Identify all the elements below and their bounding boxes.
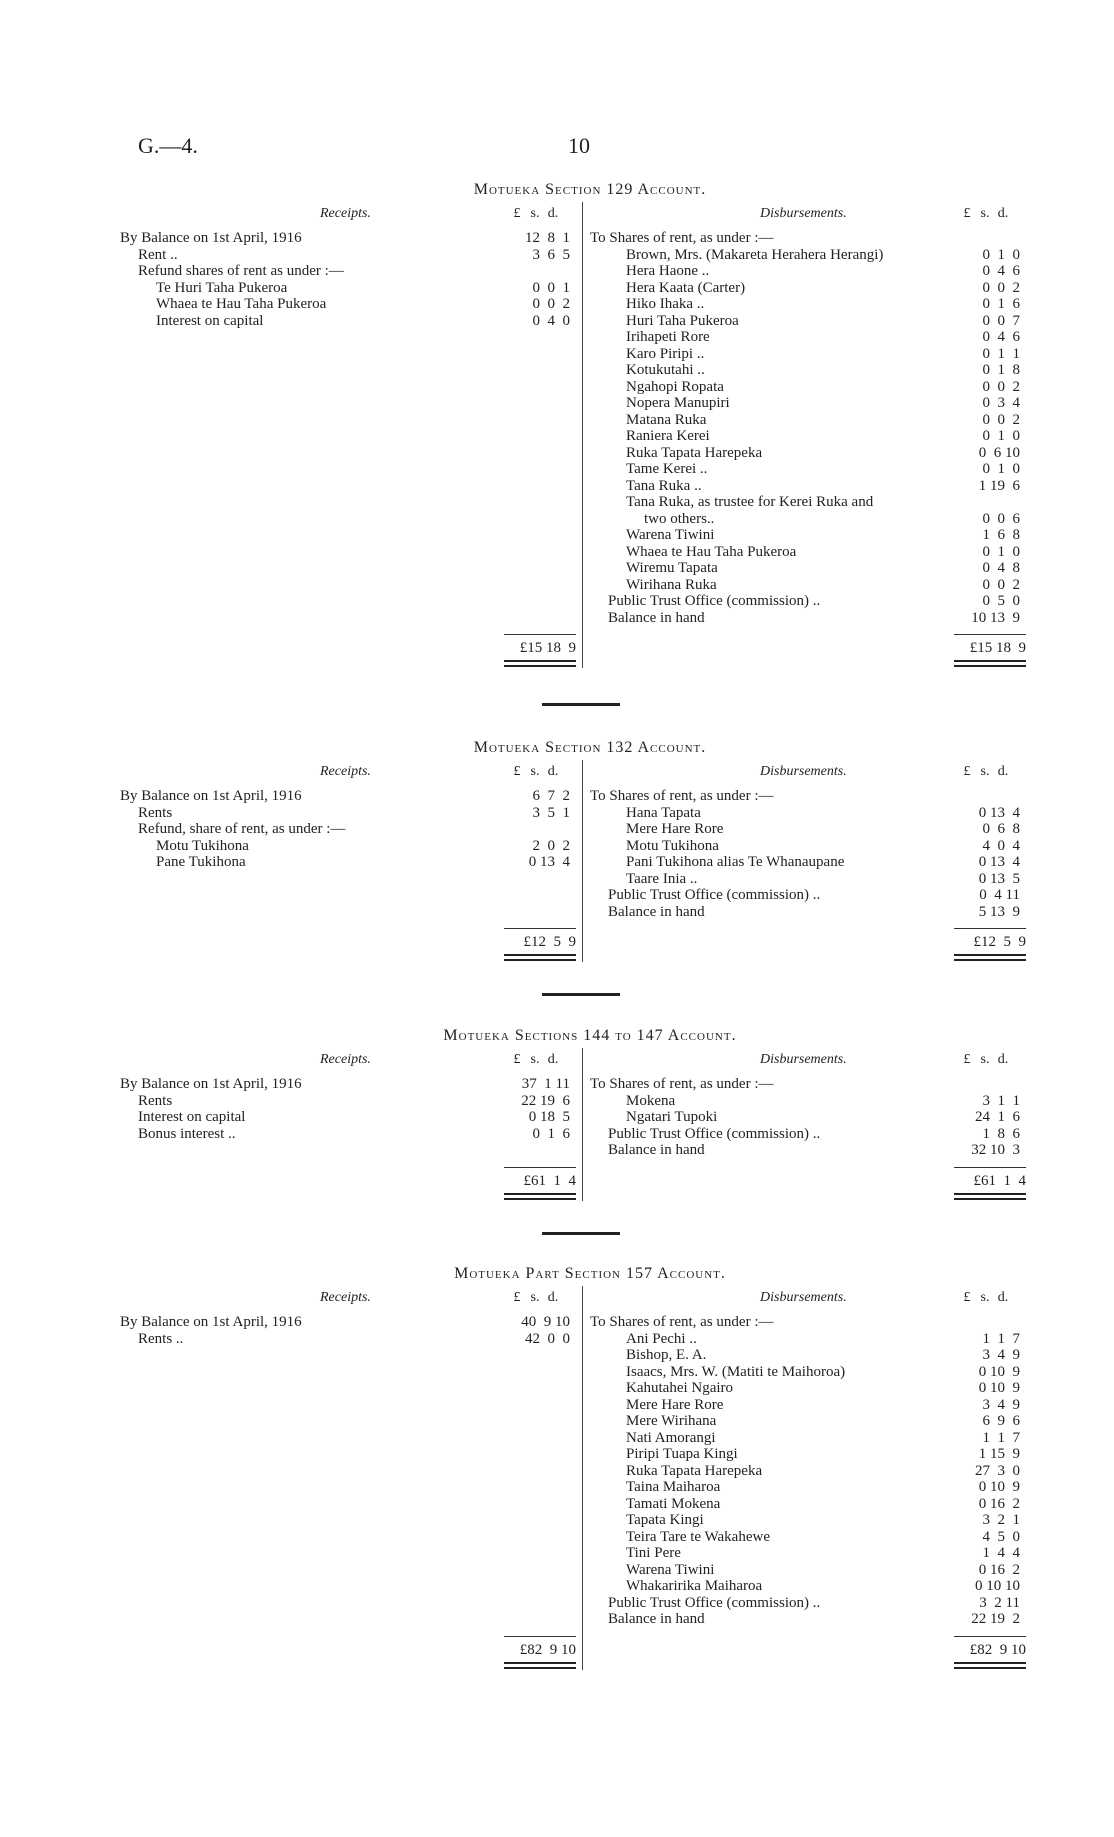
entry-label: Te Huri Taha Pukeroa xyxy=(156,279,288,296)
entry-label: Whaea te Hau Taha Pukeroa xyxy=(156,296,327,312)
entry-amount: 3 2 11 xyxy=(979,1594,1020,1611)
ledger-row xyxy=(590,296,1060,313)
receipts-total-rule xyxy=(504,1636,576,1637)
entry-label: Hera Kaata (Carter) xyxy=(626,279,746,296)
receipts-total: £82 9 10 xyxy=(519,1641,576,1658)
entry-amount: 0 13 5 xyxy=(978,870,1020,887)
ledger-row xyxy=(590,821,1060,838)
ledger-row xyxy=(120,788,575,805)
ledger-row xyxy=(590,1142,1060,1159)
entry-label: Taina Maiharoa xyxy=(626,1479,721,1495)
receipts-lsd-heading: £ s. d. xyxy=(513,206,559,221)
ledger-row xyxy=(590,610,1060,627)
entry-amount: 37 1 11 xyxy=(521,1076,570,1092)
disbursements-total: £82 9 10 xyxy=(969,1641,1026,1658)
ledger-row xyxy=(590,346,1060,363)
entry-label: Public Trust Office (commission) .. xyxy=(608,1594,821,1611)
ledger-row xyxy=(590,1562,1060,1579)
entry-label: Pani Tukihona alias Te Whanaupane xyxy=(626,854,845,870)
receipts-list xyxy=(120,1076,575,1142)
ledger-row xyxy=(590,461,1060,478)
entry-label: Mere Hare Rore xyxy=(626,1396,724,1413)
entry-label: Rents xyxy=(138,1092,173,1109)
entry-label: Nopera Manupiri xyxy=(626,395,730,411)
entry-amount: 42 0 0 xyxy=(525,1330,570,1347)
entry-label: Wirihana Ruka xyxy=(626,576,717,593)
entry-label: Ruka Tapata Harepeka xyxy=(626,1462,763,1479)
column-divider xyxy=(582,1048,583,1201)
disbursements-lsd-heading: £ s. d. xyxy=(963,1052,1009,1067)
receipts-lsd-heading: £ s. d. xyxy=(513,1290,559,1305)
ledger-row xyxy=(590,577,1060,594)
ledger-row xyxy=(590,428,1060,445)
disbursements-list xyxy=(590,788,1060,920)
ledger-row xyxy=(590,247,1060,264)
entry-label: Interest on capital xyxy=(138,1109,246,1125)
disbursements-heading: Disbursements. xyxy=(760,1052,847,1067)
entry-label: By Balance on 1st April, 1916 xyxy=(120,230,302,246)
ledger-row xyxy=(590,1380,1060,1397)
ledger-row xyxy=(590,1413,1060,1430)
entry-amount: 0 10 9 xyxy=(978,1479,1020,1495)
entry-amount: 0 1 0 xyxy=(982,246,1020,263)
entry-label: Teira Tare te Wakahewe xyxy=(626,1528,770,1545)
ledger-row xyxy=(120,854,575,871)
ledger-row xyxy=(120,1076,575,1093)
account-title: Motueka Section 129 Account. xyxy=(473,181,707,198)
entry-label: Kahutahei Ngairo xyxy=(626,1380,734,1396)
entry-label: Wiremu Tapata xyxy=(626,560,718,576)
ledger-row xyxy=(590,1430,1060,1447)
entry-label: Karo Piripi .. xyxy=(626,345,705,362)
ledger-row xyxy=(590,805,1060,822)
ledger-row xyxy=(590,230,1060,247)
ledger-row xyxy=(590,1109,1060,1126)
entry-amount: 1 4 4 xyxy=(982,1545,1020,1561)
entry-amount: 0 13 4 xyxy=(978,854,1020,870)
entry-label: Matana Ruka xyxy=(626,411,707,428)
document-code: G.—4. xyxy=(138,133,198,158)
disbursements-lsd-heading: £ s. d. xyxy=(963,1290,1009,1305)
entry-amount: 40 9 10 xyxy=(521,1314,570,1330)
entry-label: Interest on capital xyxy=(156,312,264,329)
ledger-row xyxy=(120,313,575,330)
entry-amount: 0 10 9 xyxy=(978,1363,1020,1380)
ledger-row xyxy=(590,887,1060,904)
receipts-heading: Receipts. xyxy=(320,1290,371,1305)
ledger-row xyxy=(590,395,1060,412)
ledger-row xyxy=(590,494,1060,511)
ledger-row xyxy=(120,1314,575,1331)
entry-amount: 3 4 9 xyxy=(982,1347,1020,1363)
ledger-row xyxy=(590,329,1060,346)
entry-label: Ngahopi Ropata xyxy=(626,378,724,395)
entry-label: Irihapeti Rore xyxy=(626,329,710,345)
entry-label: Balance in hand xyxy=(608,1611,705,1627)
entry-label: Ngatari Tupoki xyxy=(626,1109,718,1125)
entry-label: Mere Wirihana xyxy=(626,1413,717,1429)
ledger-row xyxy=(590,1331,1060,1348)
entry-amount: 0 0 1 xyxy=(532,279,570,296)
disbursements-heading: Disbursements. xyxy=(760,1290,847,1305)
ledger-row xyxy=(590,854,1060,871)
entry-label: Rents .. xyxy=(138,1330,184,1347)
entry-amount: 0 1 6 xyxy=(532,1125,570,1142)
entry-label: Balance in hand xyxy=(608,1142,705,1158)
entry-amount: 1 19 6 xyxy=(978,477,1020,494)
entry-amount: 0 4 8 xyxy=(982,560,1020,576)
disbursements-list xyxy=(590,1314,1060,1628)
entry-amount: 0 4 0 xyxy=(532,312,570,329)
entry-label: Whaea te Hau Taha Pukeroa xyxy=(626,543,797,560)
entry-label: Public Trust Office (commission) .. xyxy=(608,1125,821,1142)
ledger-row xyxy=(590,593,1060,610)
entry-amount: 0 0 7 xyxy=(982,312,1020,329)
receipts-list xyxy=(120,230,575,329)
disbursements-total-double-rule xyxy=(954,1662,1026,1669)
ledger-row xyxy=(590,904,1060,921)
entry-amount: 4 5 0 xyxy=(982,1528,1020,1545)
entry-amount: 0 16 2 xyxy=(978,1561,1020,1578)
ledger-row xyxy=(590,1093,1060,1110)
ledger-row xyxy=(590,1595,1060,1612)
entry-label: two others.. xyxy=(644,510,715,527)
receipts-list xyxy=(120,788,575,871)
entry-label: To Shares of rent, as under :— xyxy=(590,230,774,246)
ledger-row xyxy=(590,838,1060,855)
entry-amount: 22 19 6 xyxy=(521,1092,570,1109)
receipts-total-rule xyxy=(504,928,576,929)
entry-amount: 12 8 1 xyxy=(525,230,570,246)
entry-label: Tamati Mokena xyxy=(626,1495,721,1512)
entry-amount: 4 0 4 xyxy=(982,837,1020,854)
entry-label: Kotukutahi .. xyxy=(626,362,705,378)
entry-amount: 0 4 6 xyxy=(982,263,1020,279)
entry-amount: 0 1 0 xyxy=(982,543,1020,560)
disbursements-total-rule xyxy=(954,634,1026,635)
disbursements-total-double-rule xyxy=(954,954,1026,961)
ledger-row xyxy=(590,1347,1060,1364)
receipts-total: £61 1 4 xyxy=(523,1172,576,1189)
entry-amount: 0 4 6 xyxy=(982,329,1020,345)
disbursements-total-rule xyxy=(954,928,1026,929)
ledger-row xyxy=(590,1479,1060,1496)
entry-label: Piripi Tuapa Kingi xyxy=(626,1446,738,1462)
ledger-row xyxy=(590,412,1060,429)
entry-label: Ruka Tapata Harepeka xyxy=(626,444,763,461)
account-title: Motueka Part Section 157 Account. xyxy=(454,1265,726,1282)
disbursements-heading: Disbursements. xyxy=(760,206,847,221)
ledger-row xyxy=(120,247,575,264)
ledger-row xyxy=(120,296,575,313)
ledger-row xyxy=(120,1093,575,1110)
entry-label: Isaacs, Mrs. W. (Matiti te Maihoroa) xyxy=(626,1363,846,1380)
page-number: 10 xyxy=(568,133,590,158)
entry-amount: 0 5 0 xyxy=(982,593,1020,609)
entry-label: Brown, Mrs. (Makareta Herahera Herangi) xyxy=(626,246,884,263)
disbursements-lsd-heading: £ s. d. xyxy=(963,206,1009,221)
ledger-row xyxy=(590,263,1060,280)
column-divider xyxy=(582,1286,583,1670)
ledger-row xyxy=(590,1446,1060,1463)
entry-amount: 0 3 4 xyxy=(982,395,1020,411)
entry-label: Nati Amorangi xyxy=(626,1429,716,1446)
entry-label: Rents xyxy=(138,804,173,821)
entry-amount: 3 2 1 xyxy=(982,1512,1020,1528)
disbursements-list xyxy=(590,1076,1060,1159)
entry-amount: 24 1 6 xyxy=(975,1109,1020,1125)
entry-label: Mokena xyxy=(626,1092,676,1109)
entry-amount: 0 16 2 xyxy=(978,1495,1020,1512)
ledger-row xyxy=(590,1397,1060,1414)
entry-label: Rent .. xyxy=(138,246,178,263)
entry-label: By Balance on 1st April, 1916 xyxy=(120,1314,302,1330)
entry-label: To Shares of rent, as under :— xyxy=(590,788,774,804)
entry-amount: 1 6 8 xyxy=(982,527,1020,543)
entry-label: Public Trust Office (commission) .. xyxy=(608,593,821,609)
entry-label: Pane Tukihona xyxy=(156,854,246,870)
entry-label: Bonus interest .. xyxy=(138,1125,236,1142)
entry-amount: 1 15 9 xyxy=(978,1446,1020,1462)
entry-amount: 0 10 10 xyxy=(975,1578,1020,1594)
disbursements-lsd-heading: £ s. d. xyxy=(963,764,1009,779)
ledger-row xyxy=(590,362,1060,379)
entry-amount: 0 0 6 xyxy=(982,510,1020,527)
entry-amount: 0 0 2 xyxy=(532,296,570,312)
entry-amount: 0 0 2 xyxy=(982,576,1020,593)
ledger-row xyxy=(120,1126,575,1143)
entry-amount: 32 10 3 xyxy=(971,1142,1020,1158)
column-divider xyxy=(582,760,583,962)
receipts-lsd-heading: £ s. d. xyxy=(513,764,559,779)
section-separator xyxy=(542,1232,620,1235)
ledger-row xyxy=(590,478,1060,495)
entry-amount: 22 19 2 xyxy=(971,1611,1020,1627)
disbursements-total: £12 5 9 xyxy=(973,934,1026,950)
ledger-row xyxy=(120,1331,575,1348)
ledger-row xyxy=(590,1611,1060,1628)
ledger-row xyxy=(590,1463,1060,1480)
disbursements-total: £61 1 4 xyxy=(973,1172,1026,1189)
entry-label: Refund shares of rent as under :— xyxy=(138,263,344,279)
entry-label: Whakaririka Maiharoa xyxy=(626,1578,763,1594)
entry-label: Tana Ruka .. xyxy=(626,477,702,494)
ledger-row xyxy=(590,1364,1060,1381)
entry-label: By Balance on 1st April, 1916 xyxy=(120,1076,302,1092)
ledger-row xyxy=(120,821,575,838)
section-separator xyxy=(542,703,620,706)
entry-label: Tini Pere xyxy=(626,1545,681,1561)
entry-label: Motu Tukihona xyxy=(156,837,249,854)
ledger-row xyxy=(590,1578,1060,1595)
entry-label: To Shares of rent, as under :— xyxy=(590,1076,774,1092)
entry-label: Warena Tiwini xyxy=(626,1561,715,1578)
receipts-heading: Receipts. xyxy=(320,764,371,779)
entry-label: Huri Taha Pukeroa xyxy=(626,312,739,329)
entry-amount: 3 4 9 xyxy=(982,1396,1020,1413)
entry-amount: 0 0 2 xyxy=(982,411,1020,428)
ledger-row xyxy=(590,1545,1060,1562)
entry-amount: 0 13 4 xyxy=(978,804,1020,821)
entry-label: Mere Hare Rore xyxy=(626,821,724,837)
entry-amount: 2 0 2 xyxy=(532,837,570,854)
entry-amount: 0 0 2 xyxy=(982,378,1020,395)
entry-label: Bishop, E. A. xyxy=(626,1347,707,1363)
ledger-row xyxy=(590,445,1060,462)
entry-amount: 1 8 6 xyxy=(982,1125,1020,1142)
ledger-row xyxy=(590,280,1060,297)
disbursements-heading: Disbursements. xyxy=(760,764,847,779)
entry-amount: 3 5 1 xyxy=(532,804,570,821)
entry-amount: 6 7 2 xyxy=(532,788,570,804)
disbursements-total-rule xyxy=(954,1636,1026,1637)
entry-amount: 0 10 9 xyxy=(978,1380,1020,1396)
entry-label: Tame Kerei .. xyxy=(626,461,708,477)
entry-amount: 1 1 7 xyxy=(982,1429,1020,1446)
entry-label: Motu Tukihona xyxy=(626,837,719,854)
entry-label: Ani Pechi .. xyxy=(626,1330,697,1347)
receipts-total-double-rule xyxy=(504,660,576,667)
ledger-row xyxy=(120,1109,575,1126)
disbursements-total-rule xyxy=(954,1167,1026,1168)
entry-amount: 3 6 5 xyxy=(532,246,570,263)
receipts-total-rule xyxy=(504,634,576,635)
entry-amount: 0 0 2 xyxy=(982,279,1020,296)
ledger-row xyxy=(590,871,1060,888)
ledger-row xyxy=(590,527,1060,544)
receipts-total: £12 5 9 xyxy=(523,934,576,950)
entry-amount: 5 13 9 xyxy=(978,903,1020,920)
ledger-row xyxy=(590,1126,1060,1143)
ledger-row xyxy=(590,379,1060,396)
ledger-row xyxy=(590,1529,1060,1546)
entry-amount: 10 13 9 xyxy=(971,609,1020,626)
ledger-row xyxy=(590,788,1060,805)
entry-amount: 0 1 1 xyxy=(982,345,1020,362)
entry-label: Taare Inia .. xyxy=(626,870,698,887)
receipts-total-double-rule xyxy=(504,954,576,961)
ledger-row xyxy=(590,560,1060,577)
receipts-heading: Receipts. xyxy=(320,206,371,221)
entry-label: Hiko Ihaka .. xyxy=(626,296,705,312)
entry-amount: 6 9 6 xyxy=(982,1413,1020,1429)
entry-amount: 0 1 0 xyxy=(982,461,1020,477)
entry-amount: 27 3 0 xyxy=(975,1462,1020,1479)
entry-label: Balance in hand xyxy=(608,903,705,920)
entry-label: Refund, share of rent, as under :— xyxy=(138,821,346,837)
entry-amount: 0 6 8 xyxy=(982,821,1020,837)
account-title: Motueka Sections 144 to 147 Account. xyxy=(443,1027,737,1044)
entry-label: Hana Tapata xyxy=(626,804,701,821)
disbursements-list xyxy=(590,230,1060,626)
ledger-row xyxy=(590,1076,1060,1093)
ledger-row xyxy=(120,230,575,247)
disbursements-total-double-rule xyxy=(954,660,1026,667)
ledger-row xyxy=(590,313,1060,330)
receipts-heading: Receipts. xyxy=(320,1052,371,1067)
entry-label: Tana Ruka, as trustee for Kerei Ruka and xyxy=(626,494,874,510)
ledger-row xyxy=(590,1314,1060,1331)
ledger-row xyxy=(120,263,575,280)
receipts-total-double-rule xyxy=(504,1662,576,1669)
receipts-total-double-rule xyxy=(504,1193,576,1200)
entry-amount: 1 1 7 xyxy=(982,1330,1020,1347)
entry-label: Public Trust Office (commission) .. xyxy=(608,887,821,903)
entry-amount: 0 1 6 xyxy=(982,296,1020,312)
entry-amount: 0 1 0 xyxy=(982,428,1020,444)
disbursements-total: £15 18 9 xyxy=(969,640,1026,656)
entry-label: By Balance on 1st April, 1916 xyxy=(120,788,302,804)
ledger-row xyxy=(590,1496,1060,1513)
receipts-total: £15 18 9 xyxy=(519,640,576,656)
entry-label: Raniera Kerei xyxy=(626,428,710,444)
entry-label: Warena Tiwini xyxy=(626,527,715,543)
entry-amount: 0 4 11 xyxy=(979,887,1020,903)
entry-amount: 0 13 4 xyxy=(528,854,570,870)
receipts-total-rule xyxy=(504,1167,576,1168)
entry-amount: 3 1 1 xyxy=(982,1092,1020,1109)
entry-amount: 0 1 8 xyxy=(982,362,1020,378)
account-title: Motueka Section 132 Account. xyxy=(473,739,707,756)
ledger-row xyxy=(120,838,575,855)
receipts-list xyxy=(120,1314,575,1347)
entry-amount: 0 6 10 xyxy=(978,444,1020,461)
entry-label: Balance in hand xyxy=(608,609,705,626)
section-separator xyxy=(542,993,620,996)
entry-label: Hera Haone .. xyxy=(626,263,710,279)
entry-label: To Shares of rent, as under :— xyxy=(590,1314,774,1330)
entry-label: Tapata Kingi xyxy=(626,1512,704,1528)
ledger-row xyxy=(120,805,575,822)
receipts-lsd-heading: £ s. d. xyxy=(513,1052,559,1067)
ledger-row xyxy=(590,1512,1060,1529)
ledger-row xyxy=(120,280,575,297)
ledger-row xyxy=(590,511,1060,528)
ledger-row xyxy=(590,544,1060,561)
entry-amount: 0 18 5 xyxy=(528,1109,570,1125)
disbursements-total-double-rule xyxy=(954,1193,1026,1200)
column-divider xyxy=(582,202,583,668)
